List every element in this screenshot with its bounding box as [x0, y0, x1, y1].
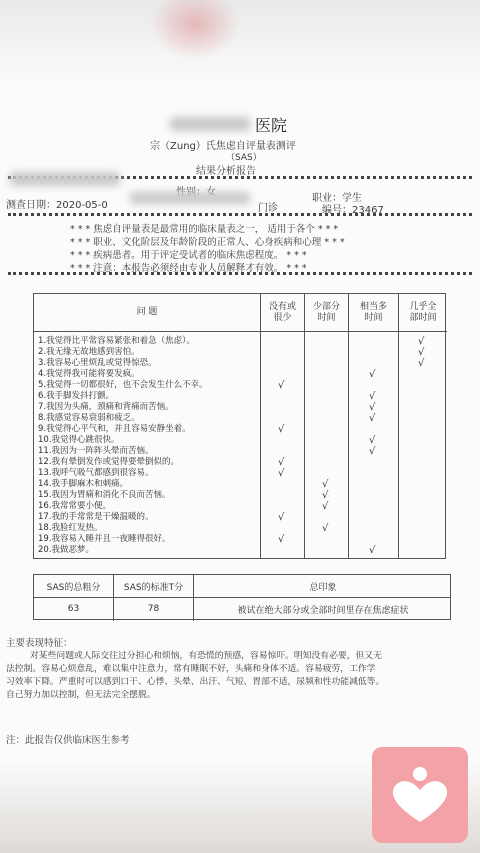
answer-check: √: [418, 336, 425, 347]
question-row: 17.我的手常常是干燥温暖的。: [38, 512, 154, 522]
question-row: 12.我有晕倒发作或觉得要晕倒似的。: [38, 457, 180, 467]
number-field: 编号：23467: [322, 205, 384, 216]
answer-check: √: [278, 457, 285, 468]
question-row: 3.我容易心里烦乱或觉得惊恐。: [38, 358, 157, 368]
question-row: 13.我呼气吸气都感到很容易。: [38, 468, 154, 478]
report-title: 结果分析报告: [196, 166, 256, 177]
question-row: 11.我因为一阵阵头晕而苦恼。: [38, 446, 154, 456]
question-row: 7.我因为头痛，颈痛和背痛而苦恼。: [38, 402, 174, 412]
note-line: * * * 焦虑自评量表是最常用的临床量表之一， 适用于各个 * * *: [70, 224, 339, 235]
answer-check: √: [369, 446, 376, 457]
question-row: 16.我常常要小便。: [38, 501, 112, 511]
heart-person-icon: [385, 760, 455, 830]
date-field: 测查日期：2020-05-0: [6, 200, 108, 211]
question-row: 6.我手脚发抖打颤。: [38, 391, 115, 401]
question-row: 5.我觉得一切都很好，也不会发生什么不幸。: [38, 380, 208, 390]
background-tape: [150, 0, 240, 60]
star-divider: [8, 272, 472, 276]
raw-score-value: 63: [34, 597, 114, 621]
question-row: 19.我容易入睡并且一夜睡得很好。: [38, 534, 171, 544]
features-line: 自己努力加以控制，但无法完全摆脱。: [6, 690, 156, 700]
footer-note: 注：此报告仅供临床医生参考: [6, 735, 130, 746]
header-always: 几乎全 部时间: [399, 294, 447, 332]
impression-value: 被试在绝大部分或全部时间里存在焦虑症状: [237, 605, 409, 616]
answer-check: √: [322, 501, 329, 512]
features-line: 习效率下降。严重时可以感到口干、心悸、头晕、出汗、气短、胃部不适，尿频和性功能减低等。: [6, 677, 385, 687]
answer-check: √: [278, 512, 285, 523]
background-plastic: [0, 0, 480, 100]
star-divider: [8, 213, 472, 217]
answer-check: √: [278, 468, 285, 479]
header-impression: 总印象: [309, 582, 337, 593]
note-line: * * * 注意：本报告必须经由专业人员解释才有效。 * * *: [70, 263, 307, 274]
redacted-field: [130, 192, 250, 204]
question-row: 20.我做恶梦。: [38, 545, 95, 555]
features-title: 主要表现特征：: [6, 638, 73, 649]
question-row: 2.我无缘无故地感到害怕。: [38, 347, 140, 357]
dept-field: 门诊: [258, 203, 278, 214]
answer-check: √: [369, 435, 376, 446]
answer-check: √: [322, 490, 329, 501]
redacted-name: [10, 172, 120, 186]
answer-check: √: [369, 402, 376, 413]
answer-check: √: [369, 545, 376, 556]
header-sometimes: 少部分 时间: [305, 294, 349, 332]
header-never: 没有或 很少: [261, 294, 305, 332]
question-row: 15.我因为胃痛和消化不良而苦恼。: [38, 490, 171, 500]
answer-check: √: [322, 479, 329, 490]
header-often: 相当多 时间: [349, 294, 399, 332]
heart-badge-button[interactable]: [372, 747, 468, 843]
t-score-value: 78: [114, 597, 194, 621]
note-line: * * * 疾病患者。用于评定受试者的临床焦虑程度。 * * *: [70, 250, 307, 261]
scale-abbr: （SAS）: [226, 153, 262, 163]
answer-check: √: [278, 424, 285, 435]
header-raw-score: SAS的总粗分: [34, 575, 114, 597]
question-row: 4.我觉得我可能将要发疯。: [38, 369, 140, 379]
question-row: 14.我手脚麻木和刺痛。: [38, 479, 129, 489]
score-table: [33, 574, 451, 620]
answer-check: √: [369, 413, 376, 424]
job-field: 职业：学生: [312, 193, 362, 204]
answer-check: √: [369, 369, 376, 380]
answer-check: √: [418, 358, 425, 369]
answer-check: √: [322, 523, 329, 534]
answer-check: √: [418, 347, 425, 358]
question-row: 1.我觉得比平常容易紧张和着急（焦虑）。: [38, 336, 195, 346]
header-question: 问 题: [34, 294, 261, 332]
question-table: [33, 293, 446, 559]
features-line: 对某些问题或人际交往过分担心和烦恼，有恐慌的预感，容易惊吓。明知没有必要，但又无: [30, 651, 382, 661]
question-row: 10.我觉得心跳很快。: [38, 435, 120, 445]
scale-title: 宗（Zung）氏焦虑自评量表测评: [150, 141, 296, 152]
answer-check: √: [369, 391, 376, 402]
answer-check: √: [278, 534, 285, 545]
answer-check: √: [278, 380, 285, 391]
note-line: * * * 职业、文化阶层及年龄阶段的正常人、心身疾病和心理 * * *: [70, 237, 345, 248]
header-t-score: SAS的标准T分: [114, 575, 194, 597]
question-row: 18.我脸红发热。: [38, 523, 103, 533]
redacted-hospital-name: [170, 117, 250, 131]
hospital-title: 医院: [255, 116, 288, 135]
question-row: 9.我觉得心平气和，并且容易安静坐着。: [38, 424, 191, 434]
question-row: 8.我感觉容易衰弱和疲乏。: [38, 413, 140, 423]
features-line: 法控制。容易心烦意乱，难以集中注意力，常有睡眠不好，头痛和身体不适。容易疲劳，工作学: [6, 664, 376, 674]
